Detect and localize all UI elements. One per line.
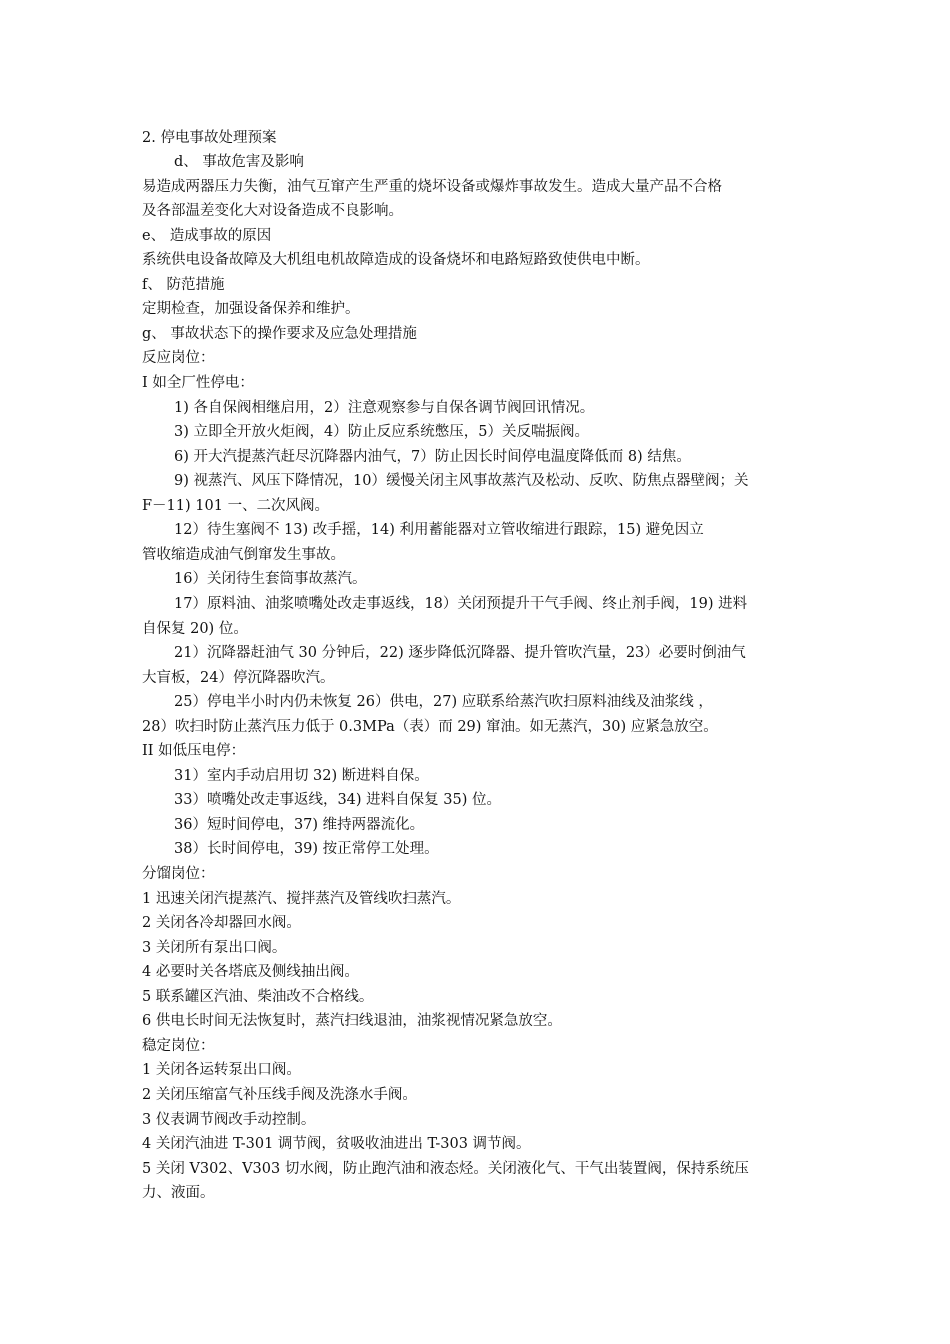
subsection-heading: d、 事故危害及影响	[174, 154, 304, 170]
list-item-continued: 大盲板，24）停沉降器吹汽。	[142, 670, 335, 686]
post-heading: 稳定岗位：	[142, 1038, 215, 1054]
list-item: 4 必要时关各塔底及侧线抽出阀。	[142, 964, 359, 980]
list-item: 1) 各自保阀相继启用，2）注意观察参与自保各调节阀回讯情况。	[174, 400, 595, 416]
list-item-continued: 管收缩造成油气倒窜发生事故。	[142, 547, 345, 563]
list-item-continued: F－11) 101 一、二次风阀。	[142, 498, 330, 514]
subsection-heading: g、 事故状态下的操作要求及应急处理措施	[142, 326, 417, 342]
list-item-continued: 力、液面。	[142, 1185, 215, 1201]
list-item-continued: 28）吹扫时防止蒸汽压力低于 0.3MPa（表）而 29) 窜油。如无蒸汽，30) 应紧急放空。	[142, 719, 718, 735]
paragraph-line: 定期检查，加强设备保养和维护。	[142, 301, 360, 317]
list-item: 3) 立即全开放火炬阀，4）防止反应系统憋压，5）关反喘振阀。	[174, 424, 589, 440]
paragraph-line: 易造成两器压力失衡，油气互窜产生严重的烧坏设备或爆炸事故发生。造成大量产品不合格	[142, 179, 722, 195]
list-item: 6) 开大汽提蒸汽赶尽沉降器内油气，7）防止因长时间停电温度降低而 8) 结焦。	[174, 449, 691, 465]
post-heading: 分馏岗位：	[142, 866, 215, 882]
subsection-heading: e、 造成事故的原因	[142, 228, 272, 244]
list-item: 5 关闭 V302、V303 切水阀，防止跑汽油和液态烃。关闭液化气、干气出装置阀，保持系统压	[142, 1161, 749, 1177]
list-item: 3 仪表调节阀改手动控制。	[142, 1112, 316, 1128]
list-item: 1 关闭各运转泵出口阀。	[142, 1062, 301, 1078]
paragraph-line: 系统供电设备故障及大机组电机故障造成的设备烧坏和电路短路致使供电中断。	[142, 252, 650, 268]
list-item: 38）长时间停电，39) 按正常停工处理。	[174, 841, 439, 857]
case-heading: II 如低压电停：	[142, 743, 246, 759]
list-item: 9) 视蒸汽、风压下降情况，10）缓慢关闭主风事故蒸汽及松动、反吹、防焦点器壁阀；关	[174, 473, 749, 489]
list-item: 5 联系罐区汽油、柴油改不合格线。	[142, 989, 374, 1005]
list-item: 2 关闭压缩富气补压线手阀及洗涤水手阀。	[142, 1087, 417, 1103]
list-item: 6 供电长时间无法恢复时，蒸汽扫线退油，油浆视情况紧急放空。	[142, 1013, 562, 1029]
list-item: 3 关闭所有泵出口阀。	[142, 940, 287, 956]
list-item: 17）原料油、油浆喷嘴处改走事返线，18）关闭预提升干气手阀、终止剂手阀，19) 进料	[174, 596, 748, 612]
post-heading: 反应岗位：	[142, 350, 215, 366]
paragraph-line: 及各部温差变化大对设备造成不良影响。	[142, 203, 403, 219]
list-item: 4 关闭汽油进 T-301 调节阀，贫吸收油进出 T-303 调节阀。	[142, 1136, 531, 1152]
section-title: 2. 停电事故处理预案	[142, 130, 277, 146]
list-item: 1 迅速关闭汽提蒸汽、搅拌蒸汽及管线吹扫蒸汽。	[142, 891, 461, 907]
case-heading: I 如全厂性停电：	[142, 375, 254, 391]
list-item: 2 关闭各冷却器回水阀。	[142, 915, 301, 931]
list-item: 25）停电半小时内仍未恢复 26）供电，27) 应联系给蒸汽吹扫原料油线及油浆线 ，	[174, 694, 713, 710]
list-item: 36）短时间停电，37) 维持两器流化。	[174, 817, 425, 833]
list-item-continued: 自保复 20) 位。	[142, 621, 248, 637]
list-item: 33）喷嘴处改走事返线，34) 进料自保复 35) 位。	[174, 792, 501, 808]
list-item: 21）沉降器赶油气 30 分钟后，22) 逐步降低沉降器、提升管吹汽量，23）必要时倒油气	[174, 645, 746, 661]
list-item: 31）室内手动启用切 32) 断进料自保。	[174, 768, 429, 784]
list-item: 16）关闭待生套筒事故蒸汽。	[174, 571, 367, 587]
list-item: 12）待生塞阀不 13) 改手摇，14) 利用蓄能器对立管收缩进行跟踪，15) 避免因立	[174, 522, 704, 538]
subsection-heading: f、 防范措施	[142, 277, 225, 293]
